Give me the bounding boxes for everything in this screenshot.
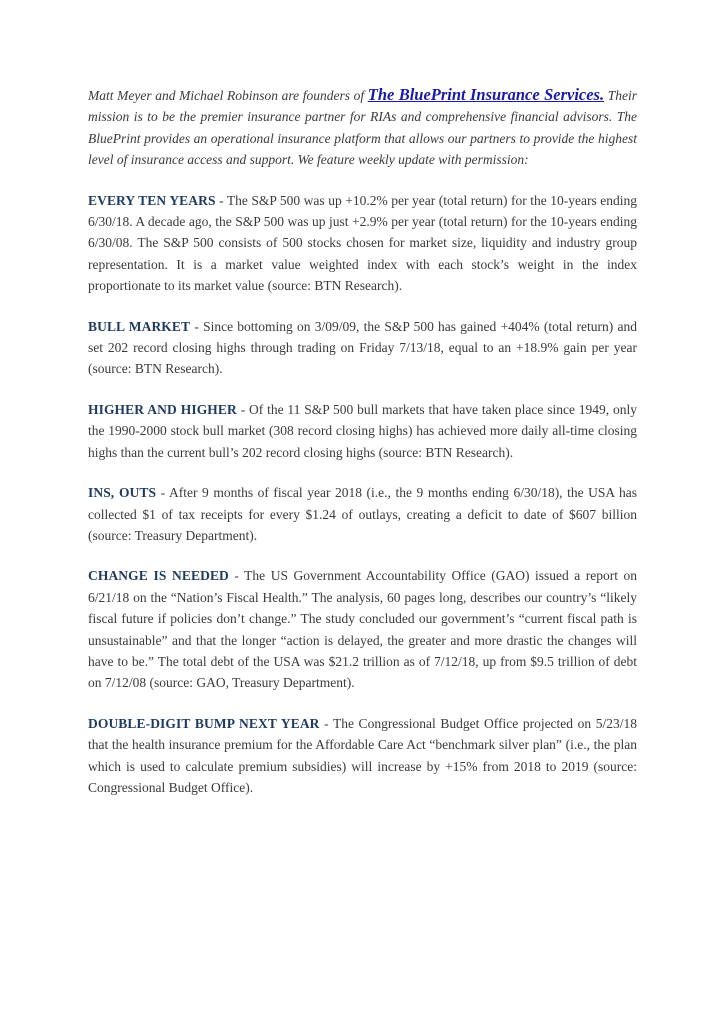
blueprint-insurance-link[interactable]: The BluePrint Insurance Services.	[367, 85, 605, 104]
item-body: - The Congressional Budget Office projected on 5/23/18 that the health insurance premium for the Affordable Care Act “benchmark silver plan” (i.e., the plan which is used to calculate premium subsidies) will increase by +15% from 2018 to 2019 (source: Congressional Budget Office).	[88, 715, 637, 795]
intro-text-after-link: Their mission is to be the premier insurance partner for RIAs and comprehensive financial advisors. The BluePrint provides an operational insurance platform that allows our partners to provide the highest level of insurance access and support. We feature weekly update with permission:	[88, 88, 637, 168]
item-heading: DOUBLE-DIGIT BUMP NEXT YEAR	[88, 715, 320, 731]
item-body: - The US Government Accountability Office (GAO) issued a report on 6/21/18 on the “Nation’s Fiscal Health.” The analysis, 60 pages long, describes our country’s “likely fiscal future if policies don’t change.” The study concluded our government’s “current fiscal path is unsustainable” and that the longer “action is delayed, the greater and more drastic the changes will have to be.” The total debt of the USA was $21.2 trillion as of 7/12/18, up from $9.5 trillion of debt on 7/12/08 (source: GAO, Treasury Department).	[88, 568, 637, 691]
item-body: - After 9 months of fiscal year 2018 (i.e., the 9 months ending 6/30/18), the USA has collected $1 of tax receipts for every $1.24 of outlays, creating a deficit to date of $607 billion (source: Treasury Department).	[88, 485, 637, 543]
news-item-every-ten-years	[88, 190, 637, 297]
news-item-ins-outs	[88, 482, 637, 546]
item-heading: EVERY TEN YEARS	[88, 192, 216, 208]
news-item-higher-and-higher	[88, 399, 637, 463]
intro-text-before-link: Matt Meyer and Michael Robinson are founders of	[88, 88, 368, 103]
news-item-bull-market	[88, 316, 637, 380]
item-body: - Since bottoming on 3/09/09, the S&P 500 has gained +404% (total return) and set 202 record closing highs through trading on Friday 7/13/18, equal to an +18.9% gain per year (source: BTN Research).	[88, 318, 637, 377]
intro-paragraph	[88, 84, 637, 171]
item-heading: INS, OUTS	[88, 485, 157, 501]
document-page	[88, 84, 637, 817]
news-item-double-digit-bump	[88, 713, 637, 799]
news-item-change-is-needed	[88, 565, 637, 693]
item-heading: CHANGE IS NEEDED	[88, 568, 229, 584]
item-body: - Of the 11 S&P 500 bull markets that have taken place since 1949, only the 1990-2000 stock bull market (308 record closing highs) has achieved more daily all-time closing highs than the current bull’s 202 record closing highs (source: BTN Research).	[88, 401, 637, 460]
item-heading: BULL MARKET	[88, 318, 191, 334]
item-heading: HIGHER AND HIGHER	[88, 401, 237, 417]
item-body: - The S&P 500 was up +10.2% per year (total return) for the 10-years ending 6/30/18. A decade ago, the S&P 500 was up just +2.9% per year (total return) for the 10-years ending 6/30/08. The S&P 500 consists of 500 stocks chosen for market size, liquidity and industry group representation. It is a market value weighted index with each stock’s weight in the index proportionate to its market value (source: BTN Research).	[88, 192, 637, 294]
